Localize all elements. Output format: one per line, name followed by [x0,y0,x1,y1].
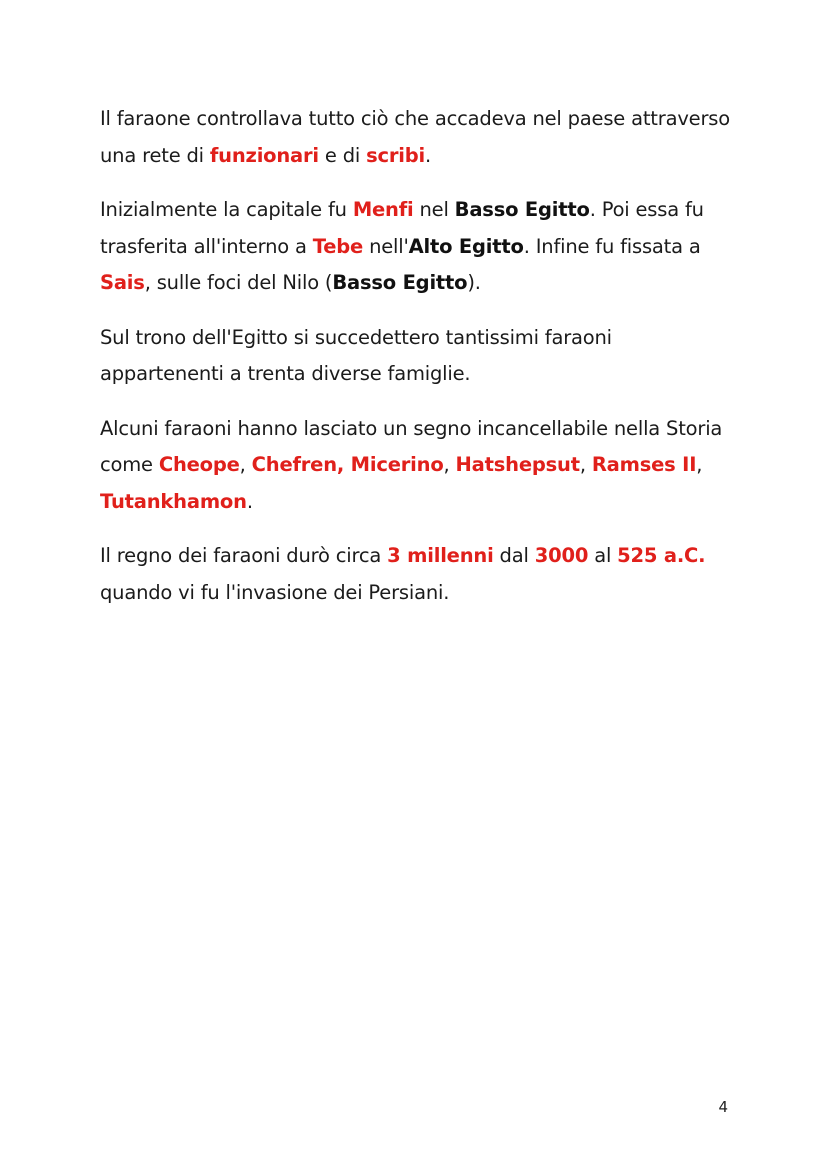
document-page [100,101,740,629]
text-segment: e di [318,143,367,167]
bold-term: Basso Egitto [332,271,468,294]
highlighted-term: funzionari [209,143,319,167]
paragraph [100,411,740,521]
bold-term: Basso Egitto [454,198,590,221]
text-segment: nell' [363,234,409,258]
highlighted-term: Hatshepsut [455,453,580,476]
text-segment: , [579,453,592,476]
text-segment: Sul trono dell'Egitto si succedettero tantissimi faraoni appartenenti a trenta diverse famiglie. [100,325,612,385]
text-segment: quando vi fu l'invasione dei Persiani. [100,580,450,604]
highlighted-term: Menfi [352,198,414,221]
text-segment: Inizialmente la capitale fu [100,198,353,221]
highlighted-term: Sais [100,271,145,294]
text-segment: , sulle foci del Nilo ( [144,271,333,294]
highlighted-term: 3 millenni [387,544,494,567]
highlighted-term: 3000 [534,544,589,567]
text-segment: , [239,453,252,476]
paragraph [100,538,740,611]
text-segment: . [246,489,253,513]
text-segment: nel [413,198,455,221]
highlighted-term: Chefren, Micerino [251,453,444,476]
text-segment: . Infine fu fissata a [523,234,701,258]
bold-term: Alto Egitto [408,234,524,258]
highlighted-term: Tutankhamon [100,489,247,513]
text-segment: Alcuni faraoni hanno lasciato un segno incancellabile nella Storia come [100,416,723,476]
text-segment: , [696,453,703,476]
text-segment: . Poi essa fu trasferita all'interno a [100,198,704,258]
highlighted-term: scribi [366,143,426,167]
text-segment: Il faraone controllava tutto ciò che accadeva nel paese attraverso una rete di [100,107,730,167]
page-number: 4 [718,1098,728,1116]
highlighted-term: 525 a.C. [617,544,706,567]
text-segment: dal [493,544,535,567]
text-segment: , [443,453,456,476]
highlighted-term: Ramses II [591,453,697,476]
text-segment: ). [467,271,481,294]
text-segment: al [588,544,618,567]
paragraph [100,101,740,174]
text-segment: . [425,143,432,167]
paragraph [100,192,740,302]
highlighted-term: Cheope [158,453,240,476]
body-text [100,101,740,611]
highlighted-term: Tebe [312,234,364,258]
text-segment: Il regno dei faraoni durò circa [100,544,388,567]
paragraph [100,320,740,393]
